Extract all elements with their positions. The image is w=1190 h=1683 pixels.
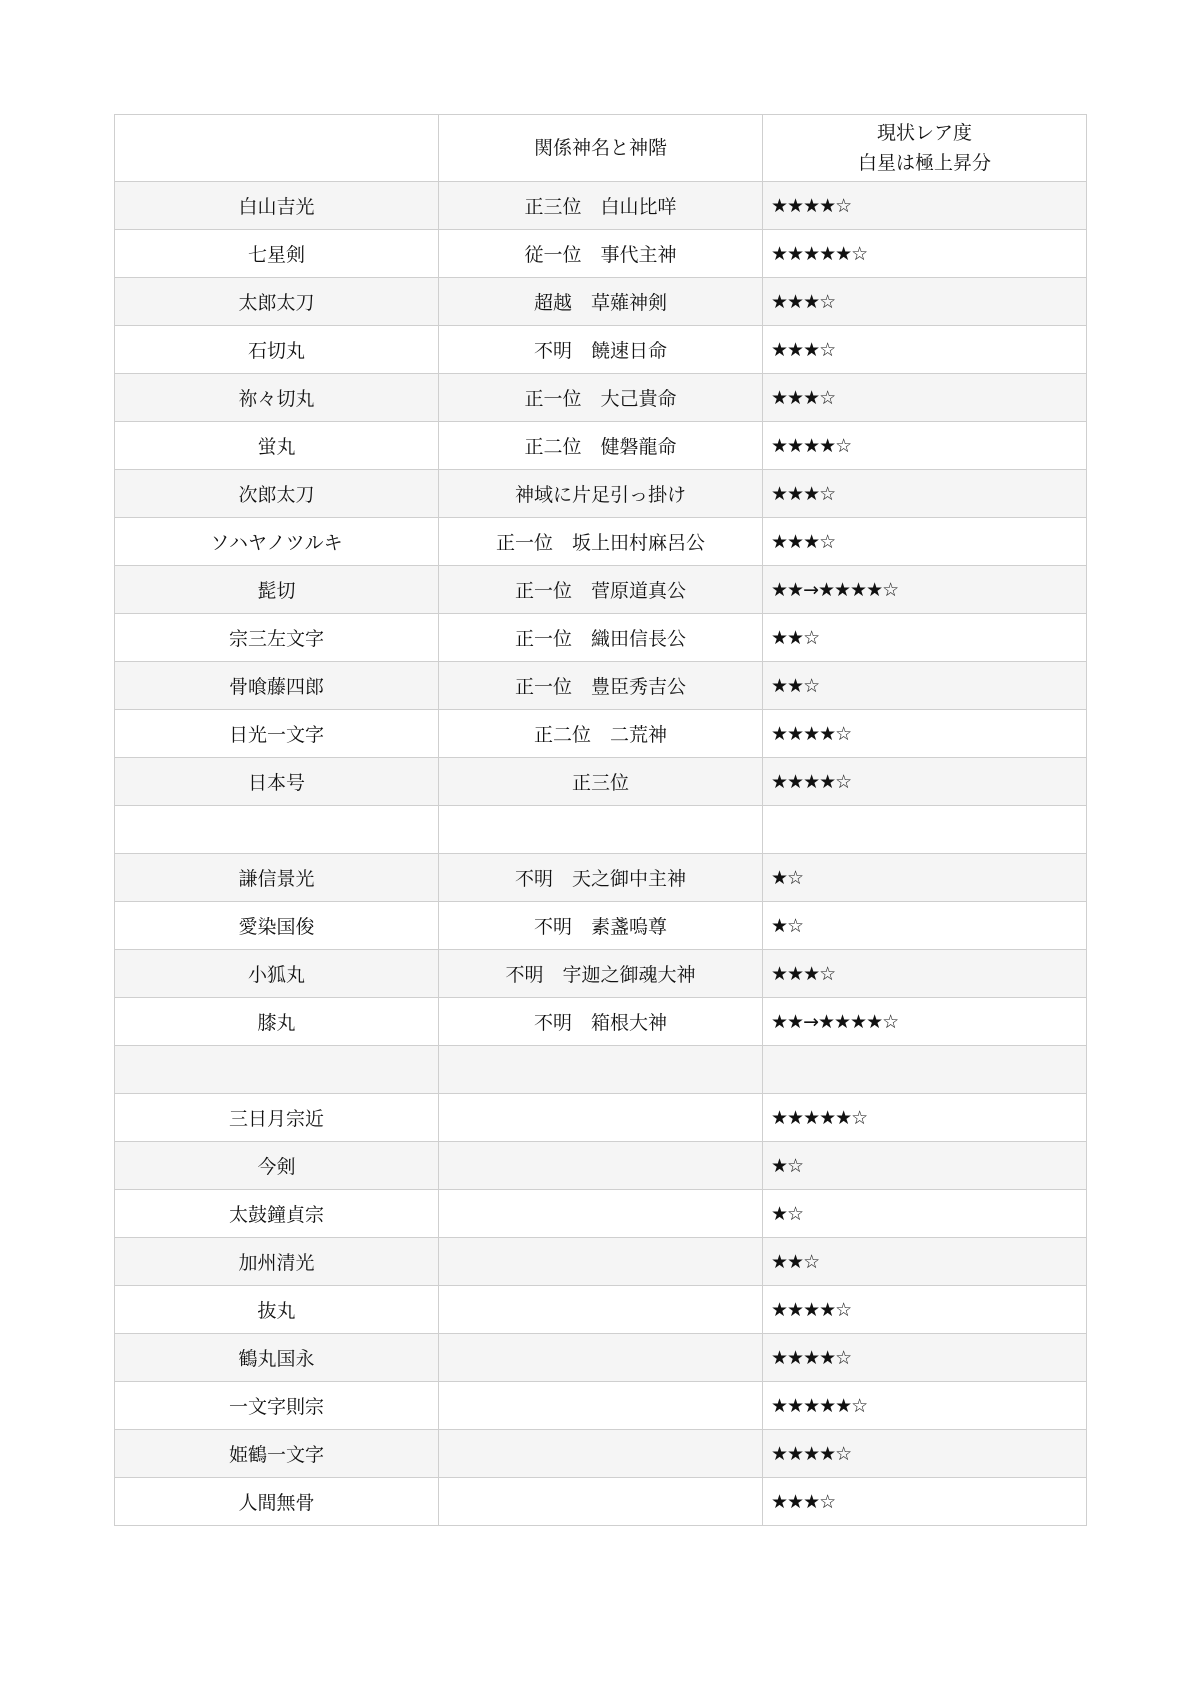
table-row [115, 566, 1087, 614]
table-row [115, 854, 1087, 902]
sword-name-cell: 祢々切丸 [115, 374, 439, 422]
sword-name-cell: 愛染国俊 [115, 902, 439, 950]
deity-rank-cell: 正二位 健磐龍命 [439, 422, 763, 470]
table-row [115, 614, 1087, 662]
deity-rank-cell: 不明 箱根大神 [439, 998, 763, 1046]
deity-rank-cell [439, 1046, 763, 1094]
rarity-cell: ★★★☆ [763, 278, 1087, 326]
table-row [115, 710, 1087, 758]
table-row [115, 374, 1087, 422]
sword-name-cell: 鶴丸国永 [115, 1334, 439, 1382]
header-rarity-line2: 白星は極上昇分 [857, 152, 991, 174]
table-row [115, 1382, 1087, 1430]
sword-name-cell: 小狐丸 [115, 950, 439, 998]
sword-name-cell: 抜丸 [115, 1286, 439, 1334]
sword-name-cell: 膝丸 [115, 998, 439, 1046]
deity-rank-cell: 不明 天之御中主神 [439, 854, 763, 902]
deity-rank-cell [439, 1094, 763, 1142]
rarity-cell: ★★★★☆ [763, 1286, 1087, 1334]
sword-name-cell: 姫鶴一文字 [115, 1430, 439, 1478]
rarity-cell: ★★☆ [763, 662, 1087, 710]
rarity-cell: ★★★★★☆ [763, 1382, 1087, 1430]
rarity-cell: ★☆ [763, 1190, 1087, 1238]
deity-rank-cell [439, 806, 763, 854]
rarity-table [114, 114, 1087, 1526]
deity-rank-cell: 正三位 [439, 758, 763, 806]
sword-name-cell: 人間無骨 [115, 1478, 439, 1526]
rarity-cell [763, 1046, 1087, 1094]
rarity-cell: ★★★☆ [763, 518, 1087, 566]
deity-rank-cell: 正二位 二荒神 [439, 710, 763, 758]
sword-name-cell: 蛍丸 [115, 422, 439, 470]
deity-rank-cell [439, 1382, 763, 1430]
table-row [115, 518, 1087, 566]
rarity-cell: ★★→★★★★☆ [763, 566, 1087, 614]
header-name-cell [115, 115, 439, 182]
table-row [115, 662, 1087, 710]
rarity-cell: ★★☆ [763, 1238, 1087, 1286]
sword-name-cell: 三日月宗近 [115, 1094, 439, 1142]
sword-name-cell: 宗三左文字 [115, 614, 439, 662]
table-row [115, 182, 1087, 230]
table-body [115, 182, 1087, 1526]
deity-rank-cell [439, 1238, 763, 1286]
rarity-cell: ★★→★★★★☆ [763, 998, 1087, 1046]
rarity-cell: ★★★☆ [763, 374, 1087, 422]
sword-name-cell: 髭切 [115, 566, 439, 614]
sword-name-cell: 太鼓鐘貞宗 [115, 1190, 439, 1238]
rarity-cell: ★★★★★☆ [763, 1094, 1087, 1142]
sword-name-cell [115, 806, 439, 854]
table-row-empty [115, 1046, 1087, 1094]
header-row [115, 115, 1087, 182]
sword-name-cell: 石切丸 [115, 326, 439, 374]
rarity-cell: ★☆ [763, 1142, 1087, 1190]
table-row [115, 230, 1087, 278]
deity-rank-cell: 正一位 織田信長公 [439, 614, 763, 662]
table-row [115, 1334, 1087, 1382]
sword-name-cell: 七星剣 [115, 230, 439, 278]
deity-rank-cell [439, 1334, 763, 1382]
rarity-cell: ★★☆ [763, 614, 1087, 662]
rarity-cell: ★★★☆ [763, 1478, 1087, 1526]
table-row [115, 1238, 1087, 1286]
sword-name-cell: 謙信景光 [115, 854, 439, 902]
deity-rank-cell [439, 1478, 763, 1526]
sword-name-cell: 一文字則宗 [115, 1382, 439, 1430]
deity-rank-cell: 正一位 豊臣秀吉公 [439, 662, 763, 710]
table-row [115, 1286, 1087, 1334]
deity-rank-cell: 不明 宇迦之御魂大神 [439, 950, 763, 998]
sword-name-cell: 太郎太刀 [115, 278, 439, 326]
table-row [115, 758, 1087, 806]
deity-rank-cell: 正三位 白山比咩 [439, 182, 763, 230]
rarity-cell: ★★★☆ [763, 950, 1087, 998]
table-row [115, 422, 1087, 470]
table-row [115, 470, 1087, 518]
sword-name-cell: 骨喰藤四郎 [115, 662, 439, 710]
rarity-cell: ★★★☆ [763, 470, 1087, 518]
table-row [115, 998, 1087, 1046]
rarity-cell: ★★★★☆ [763, 1334, 1087, 1382]
rarity-cell: ★★★★☆ [763, 710, 1087, 758]
deity-rank-cell [439, 1286, 763, 1334]
table-row [115, 1190, 1087, 1238]
sword-name-cell: 加州清光 [115, 1238, 439, 1286]
sword-name-cell: 日光一文字 [115, 710, 439, 758]
rarity-cell: ★★★☆ [763, 326, 1087, 374]
rarity-cell: ★☆ [763, 902, 1087, 950]
deity-rank-cell: 正一位 坂上田村麻呂公 [439, 518, 763, 566]
sword-name-cell: 日本号 [115, 758, 439, 806]
sword-name-cell: 今剣 [115, 1142, 439, 1190]
table-row [115, 1094, 1087, 1142]
deity-rank-cell: 超越 草薙神剣 [439, 278, 763, 326]
rarity-cell [763, 806, 1087, 854]
table-row [115, 1478, 1087, 1526]
deity-rank-cell: 正一位 大己貴命 [439, 374, 763, 422]
deity-rank-cell: 従一位 事代主神 [439, 230, 763, 278]
table-row [115, 1430, 1087, 1478]
deity-rank-cell: 不明 素盞嗚尊 [439, 902, 763, 950]
table-row [115, 326, 1087, 374]
deity-rank-cell [439, 1142, 763, 1190]
table-row-empty [115, 806, 1087, 854]
table-row [115, 278, 1087, 326]
header-rarity-cell [763, 115, 1087, 182]
header-deity-cell: 関係神名と神階 [439, 115, 763, 182]
deity-rank-cell [439, 1430, 763, 1478]
rarity-cell: ★★★★☆ [763, 422, 1087, 470]
rarity-cell: ★★★★☆ [763, 1430, 1087, 1478]
table-row [115, 1142, 1087, 1190]
deity-rank-cell: 不明 饒速日命 [439, 326, 763, 374]
sword-name-cell [115, 1046, 439, 1094]
rarity-cell: ★★★★☆ [763, 758, 1087, 806]
deity-rank-cell [439, 1190, 763, 1238]
table-header [115, 115, 1087, 182]
table-row [115, 950, 1087, 998]
sword-name-cell: 白山吉光 [115, 182, 439, 230]
deity-rank-cell: 正一位 菅原道真公 [439, 566, 763, 614]
rarity-cell: ★★★★☆ [763, 182, 1087, 230]
sword-name-cell: ソハヤノツルキ [115, 518, 439, 566]
rarity-cell: ★☆ [763, 854, 1087, 902]
sword-name-cell: 次郎太刀 [115, 470, 439, 518]
header-rarity-line1: 現状レア度 [876, 122, 972, 144]
rarity-cell: ★★★★★☆ [763, 230, 1087, 278]
deity-rank-cell: 神域に片足引っ掛け [439, 470, 763, 518]
table-row [115, 902, 1087, 950]
